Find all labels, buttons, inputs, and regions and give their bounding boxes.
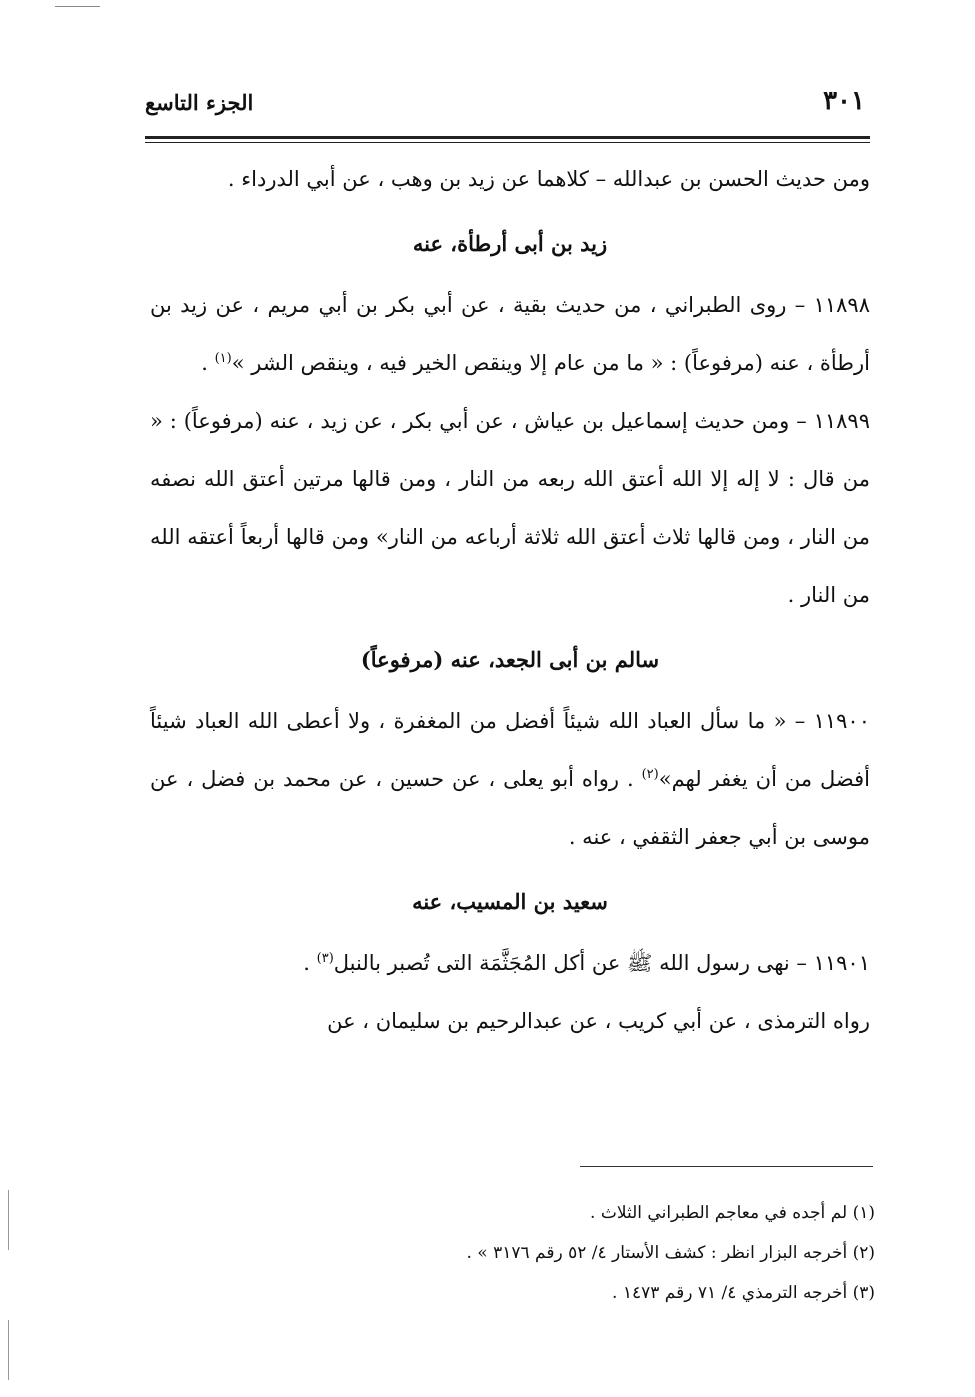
- hadith-entry: ١١٨٩٨ – روى الطبراني ، من حديث بقية ، عن أبي بكر بن أبي مريم ، عن زيد بن أرطأة ، عنه (مرفوعاً) : « ما من عام إلا وينقص الخير فيه ، وينقص الشر »$^{(١)}$ .: [150, 293, 870, 375]
- hadith-entry: ١١٩٠٠ – « ما سأل العباد الله شيئاً أفضل من المغفرة ، ولا أعطى الله العباد شيئاً أفضل من أن يغفر لهم»$^{(٢)}$ . رواه أبو يعلى ، عن حسين ، عن محمد بن فضل ، عن موسى بن أبي جعفر الثقفي ، عنه .: [150, 709, 870, 849]
- footnote: (٣) أخرجه الترمذي ٤/ ٧١ رقم ١٤٧٣ .: [612, 1283, 875, 1303]
- scan-edge-mark: [8, 1190, 9, 1250]
- hadith-number: ١١٩٠١: [813, 951, 870, 975]
- header-rule: [145, 136, 870, 139]
- main-text: [150, 150, 870, 1050]
- paragraph: ومن حديث الحسن بن عبدالله – كلاهما عن زيد بن وهب ، عن أبي الدرداء .: [227, 167, 870, 191]
- scan-artifact-line: [55, 6, 100, 7]
- hadith-number: ١١٨٩٨: [813, 293, 870, 317]
- footnote-ref[interactable]: (١): [214, 351, 232, 366]
- footnote-separator: [580, 1166, 873, 1167]
- hadith-number: ١١٨٩٩: [813, 409, 870, 433]
- hadith-entry: ١١٩٠١ – نهى رسول الله ﷺ عن أكل المُجَثَّمَة التى تُصبر بالنبل$^{(٣)}$ .: [303, 951, 870, 975]
- header-rule-thin: [145, 142, 870, 143]
- hadith-number: ١١٩٠٠: [813, 709, 870, 733]
- page-number: ٣٠١: [823, 86, 865, 116]
- footnote-ref[interactable]: (٣): [316, 951, 334, 966]
- section-heading: سعيد بن المسيب، عنه: [412, 889, 608, 914]
- running-header: [145, 78, 865, 138]
- footnotes: [150, 1193, 875, 1313]
- footnote: (١) لم أجده في معاجم الطبراني الثلاث .: [590, 1203, 875, 1223]
- paragraph: رواه الترمذى ، عن أبي كريب ، عن عبدالرحيم بن سليمان ، عن: [327, 1009, 870, 1033]
- hadith-entry: ١١٨٩٩ – ومن حديث إسماعيل بن عياش ، عن أبي بكر ، عن زيد ، عنه (مرفوعاً) : « من قال : لا إله إلا الله أعتق الله ربعه من النار ، ومن قالها مرتين أعتق الله نصفه من النار ، ومن قالها ثلاث أعتق الله ثلاثة أرباعه من النار» ومن قالها أربعاً أعتقه الله من النار .: [150, 409, 870, 607]
- footnote: (٢) أخرجه البزار انظر : كشف الأستار ٤/ ٥٢ رقم ٣١٧٦ » .: [466, 1243, 875, 1263]
- section-heading: سالم بن أبى الجعد، عنه (مرفوعاً): [360, 647, 660, 672]
- section-heading: زيد بن أبى أرطأة، عنه: [412, 231, 608, 256]
- footnote-ref[interactable]: (٢): [641, 767, 659, 782]
- volume-title: الجزء التاسع: [145, 90, 254, 115]
- scan-edge-mark: [8, 1320, 9, 1380]
